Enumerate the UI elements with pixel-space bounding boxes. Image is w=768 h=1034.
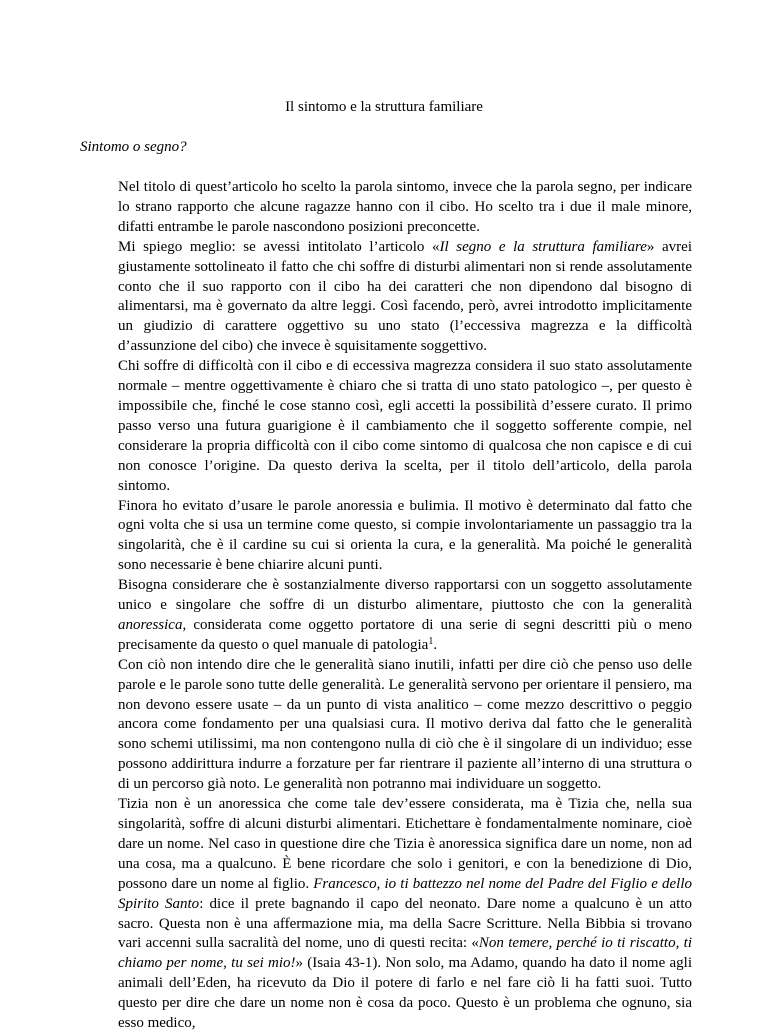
text-run: Con ciò non intendo dire che le generalità siano inutili, infatti per dire ciò che penso uso delle parole e le parole sono tutte delle generalità. Le generalità servono per orientare il pensiero, ma non devono essere usate – da un punto di vista analitico – come mezzo descrittivo o peggio ancora come fondamento per una qualsiasi cura. Il motivo deriva dal fatto che le generalità sono schemi utilissimi, ma non contengono nulla di ciò che è il singolare di un individuo; esse possono addirittura indurre a forzature per far rientrare il paziente all’interno di una struttura o di un percorso già noto. Le generalità non potranno mai individuare un soggetto. [118, 656, 692, 793]
paragraph [118, 357, 692, 496]
paragraph [118, 795, 692, 1034]
text-run: Chi soffre di difficoltà con il cibo e di eccessiva magrezza considera il suo stato assolutamente normale – mentre oggettivamente è chiaro che si tratta di uno stato patologico –, per questo è impossibile che, finché le cose stanno così, egli accetti la possibilità d’essere curato. Il primo passo verso una futura guarigione è il cambiamento che il soggetto sofferente compie, nel considerare la propria difficoltà con il cibo come sintomo di qualcosa che non capisce e di cui non conosce l’origine. Da questo deriva la scelta, per il titolo dell’articolo, della parola sintomo. [118, 358, 692, 494]
text-run: » avrei giustamente sottolineato il fatto che chi soffre di disturbi alimentari non si rende assolutamente conto che il suo rapporto con il cibo ha dei caratteri che non dipendono dal bisogno di alimentarsi, ma è governato da altre leggi. Così facendo, però, avrei introdotto implicitamente un giudizio di carattere oggettivo su uno stato (l’eccessiva magrezza e la difficoltà d’assunzione del cibo) che invece è squisitamente soggettivo. [118, 238, 692, 355]
text-run: Nel titolo di quest’articolo ho scelto la parola sintomo, invece che la parola segno, per indicare lo strano rapporto che alcune ragazze hanno con il cibo. Ho scelto tra i due il male minore, difatti entrambe le parole nascondono posizioni preconcette. [118, 179, 692, 235]
text-run: Finora ho evitato d’usare le parole anoressia e bulimia. Il motivo è determinato dal fatto che ogni volta che si usa un termine come questo, si compie involontariamente un passaggio tra la singolarità, che è il cardine su cui si orienta la cura, e la generalità. Ma poiché le generalità sono necessarie è bene chiarire alcuni punti. [118, 497, 692, 574]
text-run: Tizia non è un anoressica che come tale dev’essere considerata, ma è Tizia che, nella sua singolarità, soffre di alcuni disturbi alimentari. Etichettare è fondamentalmente nominare, cioè dare un nome. Nel caso in questione dire che Tizia è anoressica significa dare un nome, non ad una cosa, ma a qualcuno. È bene ricordare che solo i genitori, e con la benedizione di Dio, possono dare un nome al figlio. [118, 796, 692, 892]
paragraph [118, 656, 692, 795]
article-body [118, 178, 692, 1034]
paragraph [118, 178, 692, 238]
page-title: Il sintomo e la struttura familiare [285, 99, 483, 115]
paragraph [118, 238, 692, 357]
paragraph [118, 576, 692, 656]
text-run: Mi spiego meglio: se avessi intitolato l’articolo « [118, 238, 440, 255]
text-run: , considerata come oggetto portatore di una serie di segni descritti più o meno precisamente da questo o quel manuale di patologia [118, 616, 692, 653]
text-run: . [433, 636, 438, 653]
section-heading: Sintomo o segno? [80, 139, 187, 155]
text-run: Bisogna considerare che è sostanzialmente diverso rapportarsi con un soggetto assolutamente unico e singolare che soffre di un disturbo alimentare, piuttosto che con la generalità [118, 577, 692, 614]
italic-text: anoressica [118, 616, 183, 633]
text-run: : dice il prete bagnando il capo del neonato. Dare nome a qualcuno è un atto sacro. Questa non è una affermazione mia, ma della Sacre Scritture. Nella Bibbia si trovano vari accenni sulla sacralità del nome, uno di questi recita: « [118, 895, 692, 952]
paragraph [118, 497, 692, 577]
italic-text: Il segno e la struttura familiare [439, 238, 647, 255]
italic-text: Non temere, perché io ti riscatto, ti chiamo per nome, tu sei mio! [118, 935, 692, 972]
italic-text: Francesco, io ti battezzo nel nome del Padre del Figlio e dello Spirito Santo [118, 875, 692, 912]
footnote-ref: 1 [428, 635, 434, 647]
text-run: » (Isaia 43-1). Non solo, ma Adamo, quando ha dato il nome agli animali dell’Eden, ha ricevuto da Dio il potere di farlo e nel fare ciò li ha fatti suoi. Tutto questo per dire che dare un nome non è cosa da poco. Questo è un problema che ognuno, sia esso medico, [118, 955, 693, 1032]
